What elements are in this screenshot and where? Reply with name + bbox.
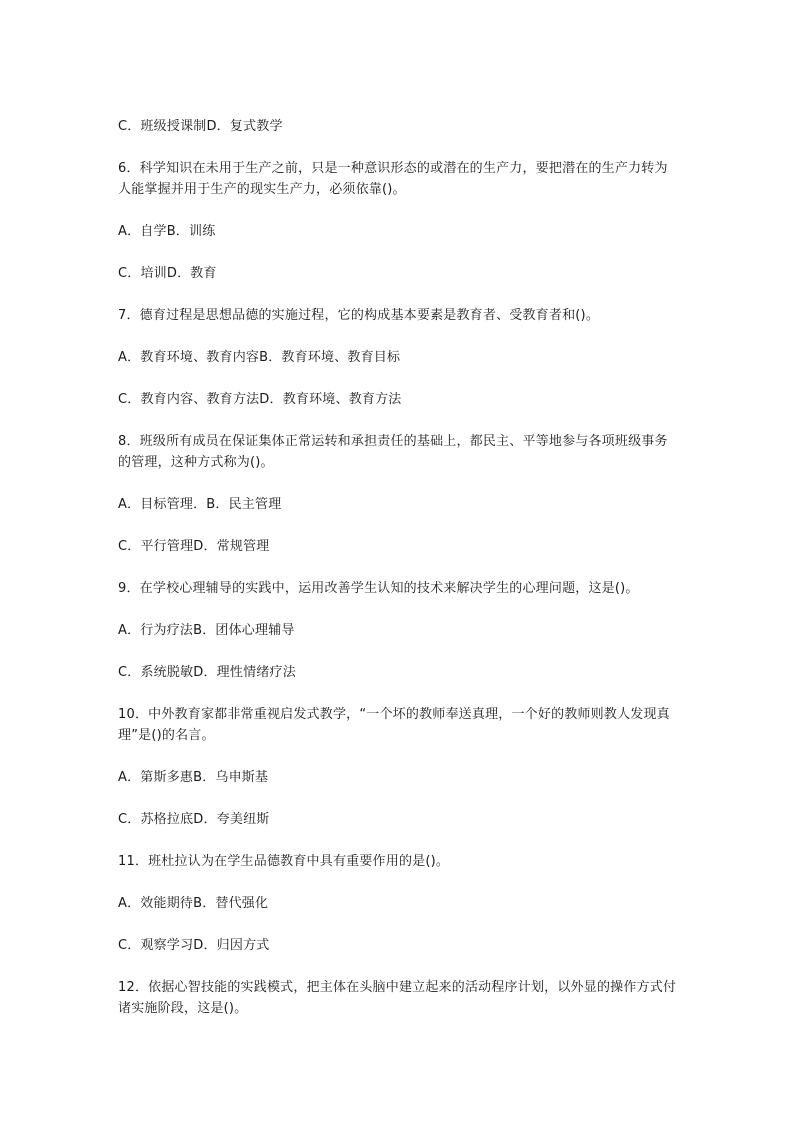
question-9: 9．在学校心理辅导的实践中，运用改善学生认知的技术来解决学生的心理问题，这是()。 (118, 581, 639, 596)
question-6: 6．科学知识在未用于生产之前，只是一种意识形态的或潜在的生产力，要把潜在的生产力转为人能掌握并用于生产的现实生产力，必须依靠()。 (118, 161, 668, 197)
question-8: 8．班级所有成员在保证集体正常运转和承担责任的基础上，都民主、平等地参与各项班级事务的管理，这种方式称为()。 (118, 434, 668, 470)
answer-options-7-ab: A．教育环境、教育内容B．教育环境、教育目标 (118, 350, 401, 365)
question-10: 10．中外教育家都非常重视启发式教学，“一个坏的教师奉送真理，一个好的教师则教人发现真理”是()的名言。 (118, 707, 670, 743)
question-12: 12．依据心智技能的实践模式，把主体在头脑中建立起来的活动程序计划，以外显的操作方式付诸实施阶段，这是()。 (118, 980, 677, 1016)
question-11: 11．班杜拉认为在学生品德教育中具有重要作用的是()。 (118, 854, 450, 869)
answer-options-5-cd: C．班级授课制D．复式教学 (118, 119, 283, 134)
answer-options-11-ab: A．效能期待B．替代强化 (118, 896, 269, 911)
question-7: 7．德育过程是思想品德的实施过程，它的构成基本要素是教育者、受教育者和()。 (118, 308, 600, 323)
answer-options-10-ab: A．第斯多惠B．乌申斯基 (118, 770, 269, 785)
answer-options-10-cd: C．苏格拉底D．夸美纽斯 (118, 812, 270, 827)
answer-options-7-cd: C．教育内容、教育方法D．教育环境、教育方法 (118, 392, 402, 407)
answer-options-6-cd: C．培训D．教育 (118, 266, 217, 281)
answer-options-9-ab: A．行为疗法B．团体心理辅导 (118, 623, 295, 638)
answer-options-8-cd: C．平行管理D．常规管理 (118, 539, 270, 554)
answer-options-6-ab: A．自学B．训练 (118, 224, 216, 239)
answer-options-8-ab: A．目标管理．B．民主管理 (118, 497, 282, 512)
answer-options-9-cd: C．系统脱敏D．理性情绪疗法 (118, 665, 296, 680)
document-body (118, 116, 678, 1040)
answer-options-11-cd: C．观察学习D．归因方式 (118, 938, 270, 953)
